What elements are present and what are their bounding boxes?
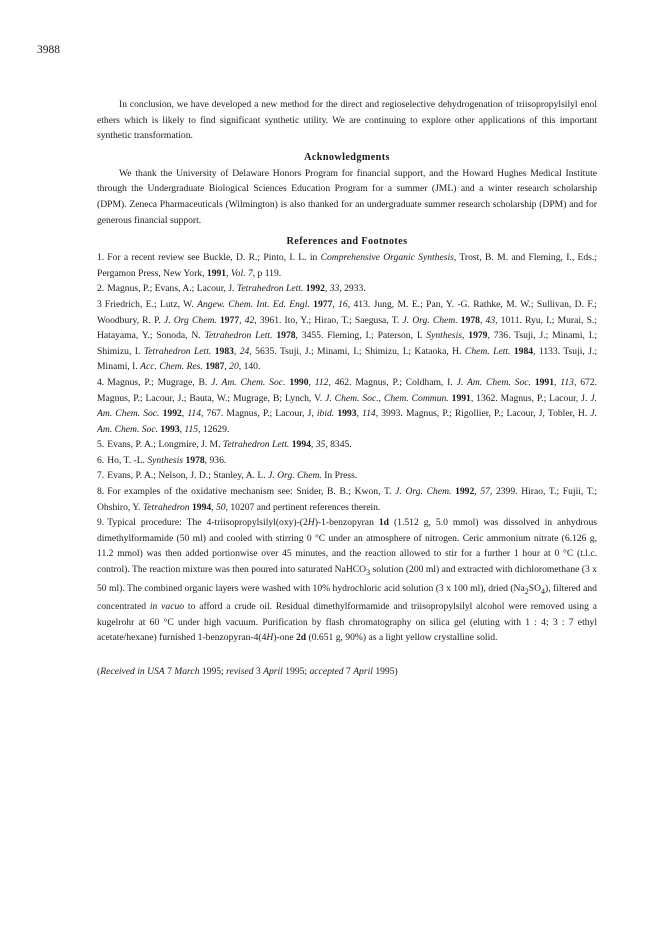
article-body bbox=[97, 97, 597, 679]
references-heading: References and Footnotes bbox=[286, 236, 408, 248]
reference-number: 4. bbox=[97, 376, 105, 388]
reference-number: 5. bbox=[97, 439, 105, 451]
reference-number: 6. bbox=[97, 454, 105, 466]
acknowledgments-paragraph: We thank the University of Delaware Honors Program for financial support, and the Howard Hughes Medical Institute through the Undergraduate Biological Sciences Education Program for a summer (JML) and a winter research scholarship (DPM). Zeneca Pharmaceuticals (Wilmington) is also thanked for an undergraduate summer research scholarship (DPM) and for generous financial support. bbox=[97, 167, 597, 226]
reference-item bbox=[97, 375, 597, 437]
reference-item bbox=[97, 484, 597, 515]
received-dates: (Received in USA 7 March 1995; revised 3 April 1995; accepted 7 April 1995) bbox=[97, 665, 398, 677]
reference-number: 8. bbox=[97, 486, 105, 498]
page-number: 3988 bbox=[37, 44, 60, 56]
references-list bbox=[97, 250, 597, 646]
reference-number: 7. bbox=[97, 470, 105, 482]
reference-number: 3 bbox=[97, 298, 102, 310]
reference-number: 2. bbox=[97, 283, 105, 295]
reference-text: Magnus, P.; Mugrage, B. J. Am. Chem. Soc. 1990, 112, 462. Magnus, P.; Coldham, I. J. Am. Chem. Soc. 1991, 113, 672. Magnus, P.; Lacour, J.; Bauta, W.; Mugrage, B; Lynch, V. J. Chem. Soc., Chem. Commun. 1991, 1362. Magnus, P.; Lacour, J. J. Am. Chem. Soc. 1992, 114, 767. Magnus, P.; Lacour, J, ibid. 1993, 114, 3993. Magnus, P.; Rigollier, P.; Lacour, J, Tobler, H. J. Am. Chem. Soc. 1993, 115, 12629. bbox=[97, 376, 598, 435]
reference-text: Friedrich, E.; Lutz, W. Angew. Chem. Int. Ed. Engl. 1977, 16, 413. Jung, M. E.; Pan, Y. -G. Rathke, M. W.; Sullivan, D. F.; Woodbury, R. P. J. Org Chem. 1977, 42, 3961. Ito, Y.; Hirao, T.; Saegusa, T. J. Org. Chem. 1978, 43, 1011. Ryu, I.; Murai, S.; Hatayama, Y.; Sonoda, N. Tetrahedron Lett. 1978, 3455. Fleming, I.; Paterson, I. Synthesis, 1979, 736. Tsuji, J.; Minami, I.; Shimizu, I. Tetrahedron Lett. 1983, 24, 5635. Tsuji, J.; Minami, I.; Shimizu, I.; Kataoka, H. Chem. Lett. 1984, 1133. Tsuji, J.; Minami, I. Acc. Chem. Res. 1987, 20, 140. bbox=[97, 298, 598, 373]
reference-text: For a recent review see Buckle, D. R.; Pinto, I. L. in Comprehensive Organic Synthesis, Trost, B. M. and Fleming, I., Eds.; Pergamon Press, New York, 1991, Vol. 7, p 119. bbox=[97, 252, 597, 279]
reference-number: 9. bbox=[97, 517, 105, 529]
reference-number: 1. bbox=[97, 252, 105, 264]
reference-text: Evans, P. A.; Nelson, J. D.; Stanley, A. L. J. Org. Chem. In Press. bbox=[107, 470, 358, 482]
reference-item bbox=[97, 250, 597, 281]
acknowledgments-heading: Acknowledgments bbox=[304, 151, 390, 163]
reference-item bbox=[97, 437, 597, 453]
reference-item bbox=[97, 468, 597, 484]
conclusion-paragraph: In conclusion, we have developed a new method for the direct and regioselective dehydrogenation of triisopropylsilyl enol ethers which is likely to find significant synthetic utility. We are continuing to explore other applications of this important synthetic transformation. bbox=[97, 99, 597, 142]
reference-text: Evans, P. A.; Longmire, J. M. Tetrahedron Lett. 1994, 35, 8345. bbox=[107, 439, 352, 451]
reference-item bbox=[97, 515, 597, 646]
reference-item bbox=[97, 453, 597, 469]
reference-item bbox=[97, 281, 597, 297]
reference-text: Magnus, P.; Evans, A.; Lacour, J. Tetrahedron Lett. 1992, 33, 2933. bbox=[107, 283, 366, 295]
reference-text: For examples of the oxidative mechanism see: Snider, B. B.; Kwon, T. J. Org. Chem. 1992, 57, 2399. Hirao, T.; Fujii, T.; Ohshiro, Y. Tetrahedron 1994, 50, 10207 and pertinent references therein. bbox=[97, 486, 597, 513]
reference-text: Ho, T. -L. Synthesis 1978, 936. bbox=[107, 454, 227, 466]
reference-text: Typical procedure: The 4-triisopropylsilyl(oxy)-(2H)-1-benzopyran 1d (1.512 g, 5.0 mmol) was dissolved in anhydrous dimethylformamide (50 ml) and cooled with stirring 0 °C under an atmosphere of nitrogen. Ceric ammonium nitrate (6.126 g, 11.2 mmol) was then added portionwise over 45 minutes, and the reaction allowed to stir for a further 1 hour at 0 °C (t.l.c. control). The reaction mixture was then poured into saturated NaHCO$_3$ solution (200 ml) and extracted with dichloromethane (3 x 50 ml). The combined organic layers were washed with 10% hydrochloric acid solution (3 x 100 ml), dried $(Na_2SO_4)$, filtered and concentrated in vacuo to afford a crude oil. Residual dimethylformamide and triisopropylsilyl alcohol were removed using a kugelrohr at 60 °C under high vacuum. Purification by flash chromatography on silica gel (eluting with 1 : 4; 3 : 7 ethyl acetate/hexane) furnished 1-benzopyran-4(4H)-one 2d (0.651 g, 90%) as a light yellow crystalline solid. bbox=[97, 517, 598, 644]
reference-item bbox=[97, 297, 597, 375]
